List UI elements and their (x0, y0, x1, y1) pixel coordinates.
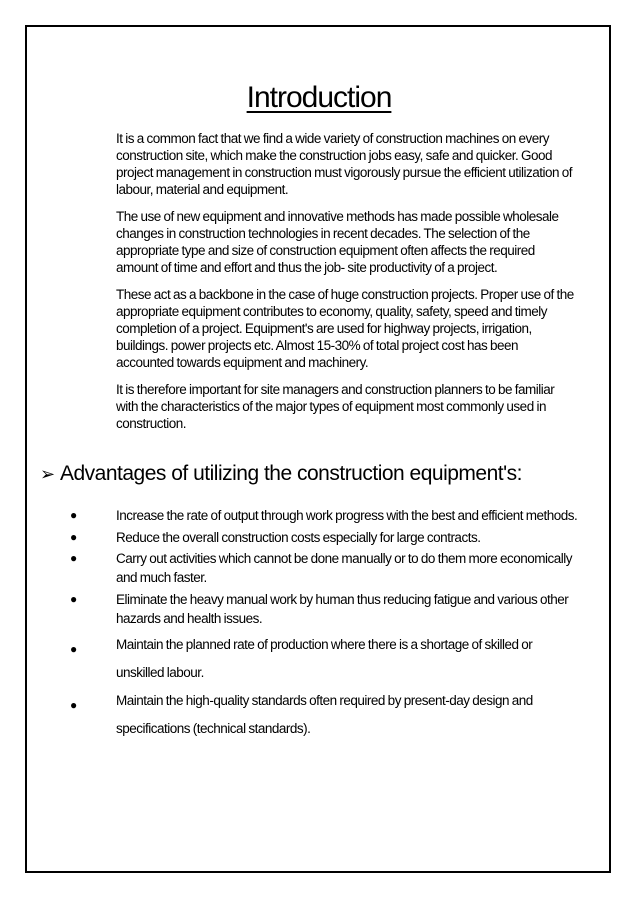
list-item-text: Increase the rate of output through work progress with the best and efficient methods. (116, 508, 578, 523)
intro-paragraph-2: The use of new equipment and innovative methods has made possible wholesale changes in construction technologies in recent decades. The selection of the appropriate type and size of construction equipment often affects the required amount of time and effort and thus the job- site productivity of a project. (116, 209, 559, 275)
bullet-dot-icon: ● (70, 551, 77, 565)
intro-paragraph-3: These act as a backbone in the case of huge construction projects. Proper use of the appropriate equipment contributes to economy, quality, safety, speed and timely completion of a project. Equipment's are used for highway projects, irrigation, buildings. power projects etc. Almost 15-30% of total project cost has been accounted towards equipment and machinery. (116, 287, 574, 370)
list-item-text: Maintain the high-quality standards often required by present-day design and specifications (technical standards). (116, 693, 533, 736)
intro-paragraph-1: It is a common fact that we find a wide variety of construction machines on every construction site, which make the construction jobs easy, safe and quicker. Good project management in construction must vigorously pursue the efficient utilization of labour, material and equipment. (116, 131, 573, 197)
bullet-dot-icon: ● (70, 592, 77, 606)
bullet-dot-icon: ● (70, 508, 77, 522)
intro-paragraph-4: It is therefore important for site managers and construction planners to be familiar with the characteristics of the major types of equipment most commonly used in construction. (116, 382, 555, 431)
advantages-list (40, 506, 580, 743)
advantages-heading (40, 460, 600, 488)
arrow-bullet-icon: ➢ (40, 464, 55, 484)
bullet-dot-icon: ● (70, 698, 77, 712)
advantages-heading-text: Advantages of utilizing the construction equipment's: (60, 462, 522, 485)
list-item-text: Maintain the planned rate of production where there is a shortage of skilled or unskilled labour. (116, 637, 533, 680)
list-item (40, 506, 580, 525)
list-item (40, 687, 580, 743)
list-item (40, 590, 580, 628)
list-item (40, 528, 580, 547)
list-item-text: Eliminate the heavy manual work by human thus reducing fatigue and various other hazards and health issues. (116, 592, 569, 626)
list-item-text: Carry out activities which cannot be done manually or to do them more economically and much faster. (116, 551, 572, 585)
list-item (40, 549, 580, 587)
page-title-text: Introduction (246, 81, 392, 114)
list-item (40, 631, 580, 687)
list-item-text: Reduce the overall construction costs especially for large contracts. (116, 530, 481, 545)
intro-section (116, 130, 576, 442)
page-title (0, 80, 638, 116)
bullet-dot-icon: ● (70, 530, 77, 544)
bullet-dot-icon: ● (70, 642, 77, 656)
